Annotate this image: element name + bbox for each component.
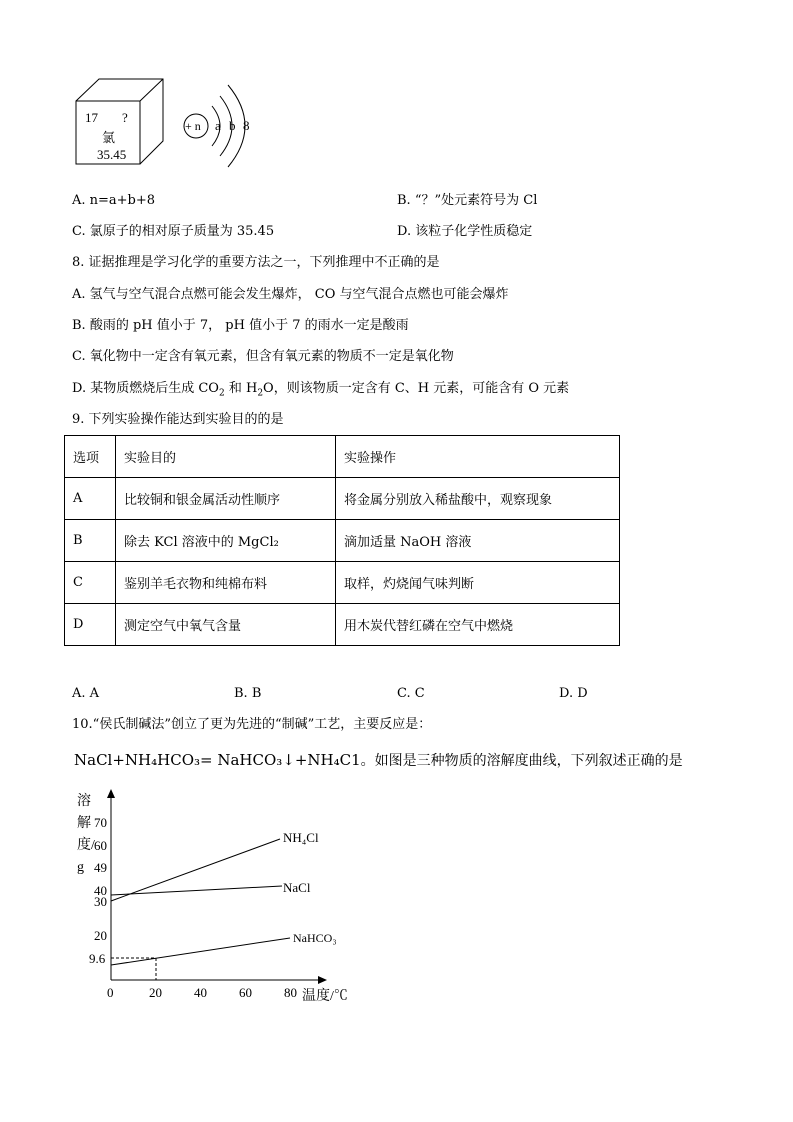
chart-ylabel: 溶解度/g (77, 794, 95, 875)
q9-option-a[interactable]: A. A (72, 686, 100, 701)
table-row (65, 478, 620, 520)
header-cell: 选项 (65, 436, 116, 478)
header-cell: 实验目的 (116, 436, 336, 478)
shell-2: b (229, 118, 236, 133)
q9-option-c[interactable]: C. C (397, 686, 425, 701)
q8-stem: 8. 证据推理是学习化学的重要方法之一，下列推理中不正确的是 (72, 255, 440, 270)
reaction-equation: NaCl+NH₄HCO₃= NaHCO₃↓+NH₄C1 (74, 751, 361, 769)
cell: 除去 KCl 溶液中的 MgCl₂ (116, 520, 336, 562)
ytick-20: 20 (94, 928, 107, 943)
q9-table (64, 435, 620, 646)
shell-3: 8 (243, 118, 250, 133)
q9-stem: 9. 下列实验操作能达到实验目的的是 (72, 412, 284, 427)
table-row (65, 604, 620, 646)
cell: 取样，灼烧闻气味判断 (336, 562, 620, 604)
q7-option-a[interactable]: A. n=a+b+8 (72, 193, 156, 208)
atomic-number: 17 (85, 110, 98, 125)
cell: 鉴别羊毛衣物和纯棉布料 (116, 562, 336, 604)
label-nahco3: NaHCO₃ (293, 931, 337, 945)
cell: 滴加适量 NaOH 溶液 (336, 520, 620, 562)
q7-option-d[interactable]: D. 该粒子化学性质稳定 (397, 224, 533, 239)
cell: 用木炭代替红磷在空气中燃烧 (336, 604, 620, 646)
q9-option-d[interactable]: D. D (559, 686, 588, 701)
xtick-20: 20 (149, 985, 162, 1000)
cell: 比较铜和银金属活动性顺序 (116, 478, 336, 520)
xtick-40: 40 (194, 985, 207, 1000)
line-nacl (111, 886, 282, 895)
q7-option-b[interactable]: B. “？”处元素符号为 Cl (397, 193, 538, 208)
solubility-chart (89, 789, 348, 1004)
ytick-60: 60 (94, 838, 107, 853)
xtick-0: 0 (107, 985, 114, 1000)
q10-tail: 。如图是三种物质的溶解度曲线，下列叙述正确的是 (360, 753, 683, 769)
ytick-40: 40 (94, 883, 107, 898)
q10-equation-line (74, 752, 683, 769)
label-nh4cl: NH₄Cl (283, 830, 319, 845)
q10-stem: 10.“侯氏制碱法”创立了更为先进的“制碱”工艺，主要反应是： (72, 717, 432, 732)
table-row (65, 520, 620, 562)
element-name: 氯 (102, 130, 116, 145)
cell: B (65, 520, 116, 562)
q8-option-c[interactable]: C. 氧化物中一定含有氧元素，但含有氧元素的物质不一定是氧化物 (72, 349, 454, 364)
q8-option-a[interactable]: A. 氢气与空气混合点燃可能会发生爆炸， CO 与空气混合点燃也可能会爆炸 (72, 287, 509, 302)
cell: A (65, 478, 116, 520)
cell: 测定空气中氧气含量 (116, 604, 336, 646)
nucleus-label: + n (185, 119, 201, 133)
q8-d-part: 和 H (224, 381, 258, 396)
q8-d-part: O，则该物质一定含有 C、H 元素，可能含有 O 元素 (263, 381, 570, 396)
ytick-9.6: 9.6 (89, 951, 106, 966)
table-header (65, 436, 620, 478)
q8-option-b[interactable]: B. 酸雨的 pH 值小于 7， pH 值小于 7 的雨水一定是酸雨 (72, 318, 409, 333)
line-nh4cl (111, 839, 280, 901)
unknown-symbol: ? (122, 110, 128, 125)
cell: C (65, 562, 116, 604)
ytick-30: 30 (94, 894, 107, 909)
shell-1: a (215, 118, 221, 133)
ytick-49: 49 (94, 860, 107, 875)
xtick-80: 80 (284, 985, 297, 1000)
q7-option-c[interactable]: C. 氯原子的相对原子质量为 35.45 (72, 224, 275, 239)
xlabel: 温度/℃ (302, 989, 348, 1004)
q8-option-d[interactable] (72, 381, 569, 402)
ytick-70: 70 (94, 815, 107, 830)
label-nacl: NaCl (283, 880, 311, 895)
cell: 将金属分别放入稀盐酸中，观察现象 (336, 478, 620, 520)
atomic-mass: 35.45 (97, 147, 127, 162)
xtick-60: 60 (239, 985, 252, 1000)
line-nahco3 (111, 938, 290, 965)
table-row (65, 562, 620, 604)
header-cell: 实验操作 (336, 436, 620, 478)
cell: D (65, 604, 116, 646)
q8-d-sub: 2 (257, 388, 264, 399)
q9-option-b[interactable]: B. B (234, 686, 262, 701)
q8-d-part: D. 某物质燃烧后生成 CO (72, 381, 219, 396)
q8-d-sub: 2 (218, 388, 225, 399)
